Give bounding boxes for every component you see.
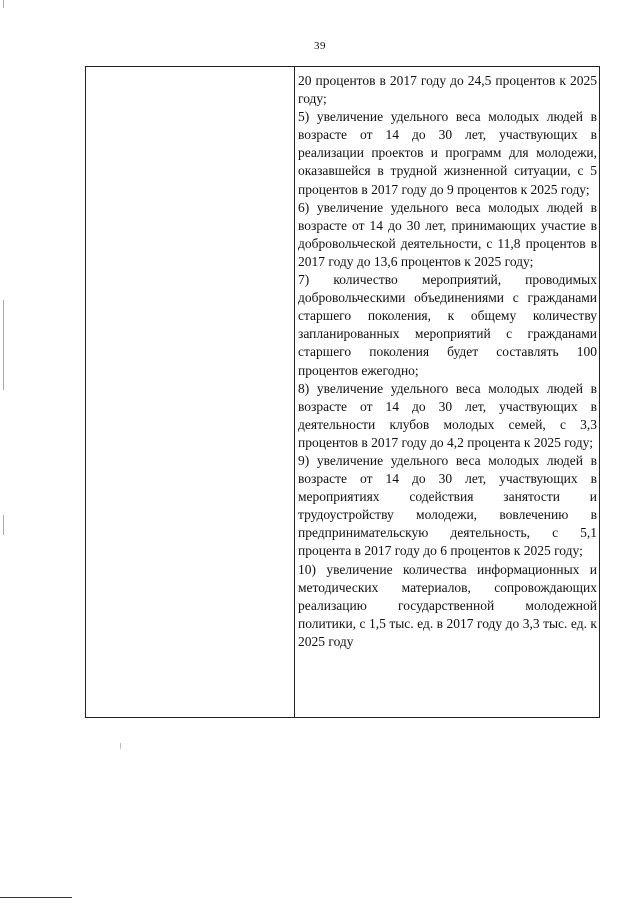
- indicator-paragraph: 20 процентов в 2017 году до 24,5 процентов к 2025 году;: [298, 73, 597, 107]
- indicator-paragraph: 8) увеличение удельного веса молодых людей в возрасте от 14 до 30 лет, участвующих в деятельности клубов молодых семей, с 3,3 процентов в 2017 году до 4,2 процента к 2025 году;: [298, 380, 597, 450]
- scan-margin-mark: [3, 300, 4, 390]
- indicator-paragraph: 5) увеличение удельного веса молодых людей в возрасте от 14 до 30 лет, участвующих в реализации проектов и программ для молодежи, оказавшейся в трудной жизненной ситуации, с 5 процентов в 2017 году до 9 процентов к 2025 году;: [298, 109, 597, 197]
- indicator-paragraph: 7) количество мероприятий, проводимых добровольческими объединениями с гражданами старшего поколения, к общему количеству запланированных мероприятий с гражданами старшего поколения будет составлять 100 процентов ежегодно;: [298, 272, 597, 378]
- scan-speck: [120, 743, 121, 749]
- scan-margin-mark: [3, 515, 4, 535]
- scan-margin-mark: [3, 0, 4, 8]
- indicator-paragraph: 6) увеличение удельного веса молодых людей в возрасте от 14 до 30 лет, принимающих участие в добровольческой деятельности, с 11,8 процентов в 2017 году до 13,6 процентов к 2025 году;: [298, 199, 597, 269]
- table-cell-left-empty: [86, 67, 295, 717]
- page-number: 39: [314, 40, 326, 52]
- indicator-paragraph: 10) увеличение количества информационных и методических материалов, сопровождающих реализацию государственной молодежной политики, с 1,5 тыс. ед. в 2017 году до 3,3 тыс. ед. к 2025 году: [298, 561, 597, 649]
- document-table: [85, 66, 600, 718]
- table-cell-right: [295, 67, 599, 717]
- scan-bottom-line: [0, 897, 72, 898]
- indicator-paragraph: 9) увеличение удельного веса молодых людей в возрасте от 14 до 30 лет, участвующих в мероприятиях содействия занятости и трудоустройству молодежи, вовлечению в предпринимательскую деятельность, с 5,1 процента в 2017 году до 6 процентов к 2025 году;: [298, 452, 597, 559]
